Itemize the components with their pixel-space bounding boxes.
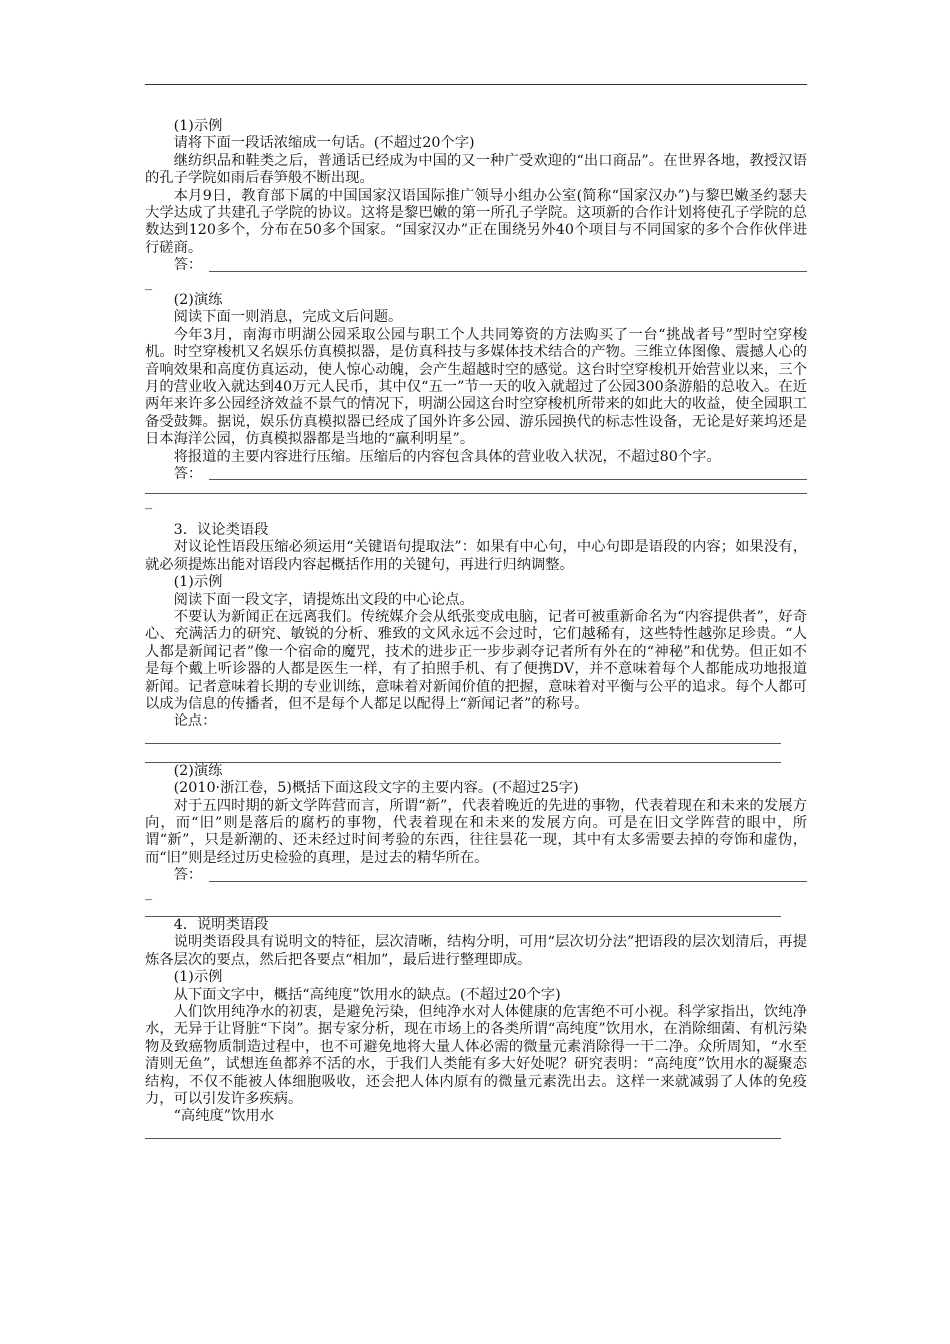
- answer-row: [145, 257, 807, 274]
- thesis-label: 论点：: [173, 713, 217, 730]
- question-prompt: 阅读下面一段文字，请提炼出文段的中心论点。: [173, 591, 474, 608]
- answer-continuation-dash: _: [145, 274, 153, 291]
- subheading-example: (1)示例: [173, 574, 223, 591]
- passage-paragraph: 本月9日，教育部下属的中国国家汉语国际推广领导小组办公室(简称“国家汉办”)与黎巴嫩圣约瑟夫大学达成了共建孔子学院的协议。这将是黎巴嫩的第一所孔子学院。这项新的合作计划将使孔子学院的总数达到120多个，分布在50多个国家。“国家汉办”正在围绕另外40个项目与不同国家的多个合作伙伴进行磋商。: [145, 187, 807, 256]
- answer-blank-line[interactable]: [209, 881, 807, 882]
- question-prompt: 从下面文字中，概括“高纯度”饮用水的缺点。(不超过20个字): [173, 986, 561, 1003]
- subheading-example: (1)示例: [173, 969, 223, 986]
- document-body: [145, 118, 807, 1139]
- answer-continuation-dash: _: [145, 884, 153, 901]
- question-task: 将报道的主要内容进行压缩。压缩后的内容包含具体的营业收入状况，不超过80个字。: [173, 448, 721, 465]
- passage-paragraph: 对于五四时期的新文学阵营而言，所谓“新”，代表着晚近的先进的事物，代表着现在和未来的发展方向，而“旧”则是落后的腐朽的事物，代表着现在和未来的发展方向。可是在旧文学阵营的眼中，所谓“新”，只是新潮的、还未经过时间考验的东西，往往昙花一现，其中有太多需要去掉的夸饰和虚伪，而“旧”则是经过历史检验的真理，是过去的精华所在。: [145, 797, 807, 866]
- passage-paragraph: 不要认为新闻正在远离我们。传统媒介会从纸张变成电脑，记者可被重新命名为“内容提供者”，好奇心、充满活力的研究、敏锐的分析、雅致的文风永远不会过时，它们越稀有，这些特性越弥足珍贵。“人人都是新闻记者”像一个宿命的魔咒，技术的进步正一步步剥夺记者所有外在的“神秘”和优势。但正如不是每个戴上听诊器的人都是医生一样，有了拍照手机、有了便携DV，并不意味着每个人都能成功地报道新闻。记者意味着长期的专业训练，意味着对新闻价值的把握，意味着对平衡与公平的追求。每个人都可以成为信息的传播者，但不是每个人都足以配得上“新闻记者”的称号。: [145, 608, 807, 712]
- question-prompt: 请将下面一段话浓缩成一句话。(不超过20个字): [173, 135, 475, 152]
- passage-paragraph: 继纺织品和鞋类之后，普通话已经成为中国的又一种广受欢迎的“出口商品”。在世界各地，教授汉语的孔子学院如雨后春笋般不断出现。: [145, 152, 807, 187]
- answer-label: 答：: [173, 867, 203, 884]
- answer-blank-line[interactable]: [209, 479, 807, 480]
- answer-label: 答：: [173, 257, 203, 274]
- passage-paragraph: 今年3月，南海市明湖公园采取公园与职工个人共同筹资的方法购买了一台“挑战者号”型时空穿梭机。时空穿梭机又名娱乐仿真模拟器，是仿真科技与多媒体技术结合的产物。三维立体图像、震撼人心的音响效果和高度仿真运动，使人惊心动魄，会产生超越时空的感觉。这台时空穿梭机开始营业以来，三个月的营业收入就达到40万元人民币，其中仅“五一”节一天的收入就超过了公园300条游船的总收入。在近两年来许多公园经济效益不景气的情况下，明湖公园这台时空穿梭机所带来的如此大的收益，使全园职工备受鼓舞。据说，娱乐仿真模拟器已经成了国外许多公园、游乐园换代的标志性设备，无论是好莱坞还是日本海洋公园，仿真模拟器都是当地的“赢利明星”。: [145, 326, 807, 448]
- passage-paragraph: 人们饮用纯净水的初衷，是避免污染，但纯净水对人体健康的危害绝不可小视。科学家指出，饮纯净水，无异于让肾脏“下岗”。据专家分析，现在市场上的各类所谓“高纯度”饮用水，在消除细菌、有机污染物及致癌物质制造过程中，也不可避免地将大量人体必需的微量元素消除得一干二净。众所周知，“水至清则无鱼”，试想连鱼都养不活的水，于我们人类能有多大好处呢？研究表明：“高纯度”饮用水的凝聚态结构，不仅不能被人体细胞吸收，还会把人体内原有的微量元素洗出去。这样一来就减弱了人体的免疫力，可以引发许多疾病。: [145, 1004, 807, 1108]
- answer-blank-line[interactable]: [145, 743, 781, 744]
- header-rule: [145, 84, 807, 85]
- answer-blank-line[interactable]: [209, 271, 807, 272]
- section-intro: 说明类语段具有说明文的特征，层次清晰，结构分明，可用“层次切分法”把语段的层次划清后，再提炼各层次的要点，然后把各要点“相加”，最后进行整理即成。: [145, 934, 807, 968]
- subheading-drill: (2)演练: [173, 762, 223, 779]
- answer-prefix: “高纯度”饮用水: [173, 1108, 274, 1125]
- subheading-example: (1)示例: [173, 118, 223, 134]
- section-heading: 4．说明类语段: [173, 916, 269, 933]
- answer-continuation-dash: _: [145, 494, 153, 511]
- question-prompt: 阅读下面一则消息，完成文后问题。: [173, 309, 403, 326]
- question-prompt: (2010·浙江卷，5)概括下面这段文字的主要内容。(不超过25字): [173, 780, 579, 797]
- section-heading: 3．议论类语段: [173, 521, 269, 538]
- answer-blank-line[interactable]: [145, 1138, 781, 1139]
- section-intro: 对议论性语段压缩必须运用“关键语句提取法”：如果有中心句，中心句即是语段的内容；如果没有，就必须提炼出能对语段内容起概括作用的关键句，再进行归纳调整。: [145, 539, 807, 573]
- subheading-drill: (2)演练: [173, 292, 223, 309]
- answer-row: [145, 867, 807, 884]
- answer-row: [145, 466, 807, 483]
- answer-label: 答：: [173, 466, 203, 483]
